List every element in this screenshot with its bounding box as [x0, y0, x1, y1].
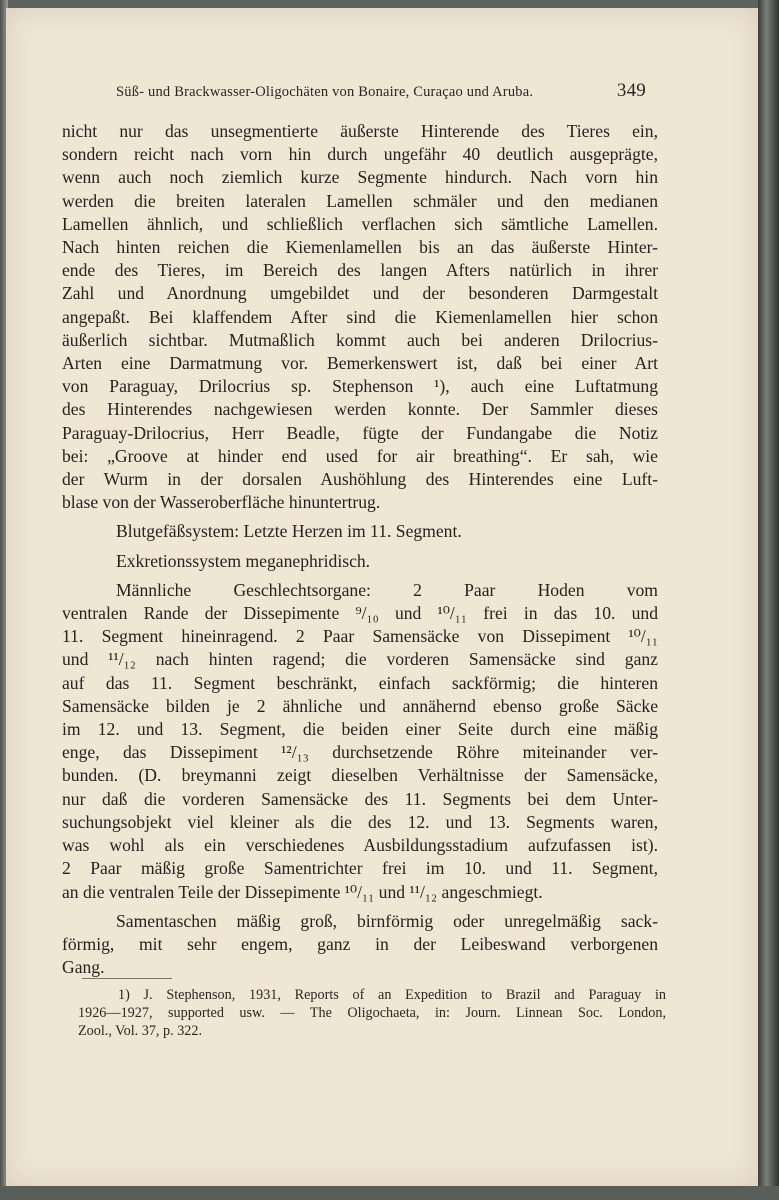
running-title: Süß- und Brackwasser-Oligochäten von Bonaire, Curaçao und Aruba. — [116, 84, 534, 100]
scan-bottom-edge — [0, 1186, 779, 1200]
page-edges-right — [758, 0, 779, 1200]
text-line: bei: „Groove at hinder end used for air breathing“. Er sah, wie — [62, 445, 658, 466]
footnote-line: Zool., Vol. 37, p. 322. — [78, 1023, 203, 1039]
text-line: und ¹¹/₁₂ nach hinten ragend; die vorderen Samensäcke sind ganz — [62, 649, 658, 670]
text-line: Lamellen ähnlich, und schließlich verflachen sich sämtliche Lamellen. — [62, 213, 658, 234]
text-line: ende des Tieres, im Bereich des langen Afters natürlich in ihrer — [62, 260, 658, 281]
text-line: Gang. — [62, 957, 105, 978]
text-line: bunden. (D. breymanni zeigt dieselben Verhältnisse der Samensäcke, — [62, 765, 658, 786]
text-line: Männliche Geschlechtsorgane: 2 Paar Hoden vom — [116, 579, 658, 600]
text-line: förmig, mit sehr engem, ganz in der Leibeswand verborgenen — [62, 933, 658, 954]
text-line: suchungsobjekt viel kleiner als die des 12. und 13. Segments waren, — [62, 811, 658, 832]
paragraph-maennliche-geschlechtsorgane — [62, 579, 658, 904]
text-line: 2 Paar mäßig große Samentrichter frei im 10. und 11. Segment, — [62, 858, 658, 879]
text-line: an die ventralen Teile der Dissepimente ¹⁰/₁₁ und ¹¹/₁₂ angeschmiegt. — [62, 881, 543, 902]
text-line: äußerlich sichtbar. Mutmaßlich kommt auch bei anderen Drilocrius- — [62, 329, 658, 350]
text-line: nur daß die vorderen Samensäcke des 11. Segments bei dem Unter- — [62, 788, 658, 809]
text-line: wenn auch noch ziemlich kurze Segmente hindurch. Nach vorn hin — [62, 167, 658, 188]
text-line: des Hinterendes nachgewiesen werden konnte. Der Sammler dieses — [62, 399, 658, 420]
text-line: sondern reicht nach vorn hin durch ungefähr 40 deutlich ausgeprägte, — [62, 144, 658, 165]
text-line: Samensäcke bilden je 2 ähnliche und annähernd ebenso große Säcke — [62, 695, 658, 716]
page-number: 349 — [616, 80, 646, 101]
paragraph-samentaschen — [62, 910, 658, 980]
text-line: enge, das Dissepiment ¹²/₁₃ durchsetzende Röhre miteinander ver- — [62, 742, 658, 763]
text-line: angepaßt. Bei klaffendem After sind die Kiemenlamellen hier schon — [62, 306, 658, 327]
footnote — [78, 986, 666, 1040]
paragraph-darmatmung — [62, 120, 658, 514]
text-line: nicht nur das unsegmentierte äußerste Hinterende des Tieres ein, — [62, 121, 658, 141]
text-line: werden die breiten lateralen Lamellen schmäler und den medianen — [62, 190, 658, 211]
running-header — [116, 80, 646, 101]
paragraph-blutgefaesssystem: Blutgefäßsystem: Letzte Herzen im 11. Segment. — [116, 521, 462, 542]
text-line: auf das 11. Segment beschränkt, einfach sackförmig; die hinteren — [62, 672, 658, 693]
footnote-line: 1) J. Stephenson, 1931, Reports of an Expedition to Brazil and Paraguay in — [118, 987, 666, 1003]
text-line: ventralen Rande der Dissepimente ⁹/₁₀ und ¹⁰/₁₁ frei in das 10. und — [62, 603, 658, 624]
text-line: im 12. und 13. Segment, die beiden einer Seite durch eine mäßig — [62, 719, 658, 740]
main-text — [62, 120, 658, 979]
text-line: blase von der Wasseroberfläche hinuntertrug. — [62, 492, 381, 513]
text-line: von Paraguay, Drilocrius sp. Stephenson ¹), auch eine Luftatmung — [62, 376, 658, 397]
text-line: 11. Segment hineinragend. 2 Paar Samensäcke von Dissepiment ¹⁰/₁₁ — [62, 626, 658, 647]
text-line: Samentaschen mäßig groß, birnförmig oder unregelmäßig sack- — [116, 910, 658, 931]
footnote-divider — [82, 978, 172, 979]
text-line: Paraguay-Drilocrius, Herr Beadle, fügte der Fundangabe die Notiz — [62, 422, 658, 443]
text-line: der Wurm in der dorsalen Aushöhlung des Hinterendes eine Luft- — [62, 469, 658, 490]
text-line: Nach hinten reichen die Kiemenlamellen bis an das äußerste Hinter- — [62, 237, 658, 258]
text-line: was wohl als ein verschiedenes Ausbildungsstadium aufzufassen ist). — [62, 835, 658, 856]
footnote-line: 1926—1927, supported usw. — The Oligochaeta, in: Journ. Linnean Soc. London, — [78, 1005, 666, 1021]
text-line: Arten eine Darmatmung vor. Bemerkenswert ist, daß bei einer Art — [62, 353, 658, 374]
text-line: Zahl und Anordnung umgebildet und der besonderen Darmgestalt — [62, 283, 658, 304]
paragraph-exkretionssystem: Exkretionssystem meganephridisch. — [116, 550, 371, 571]
